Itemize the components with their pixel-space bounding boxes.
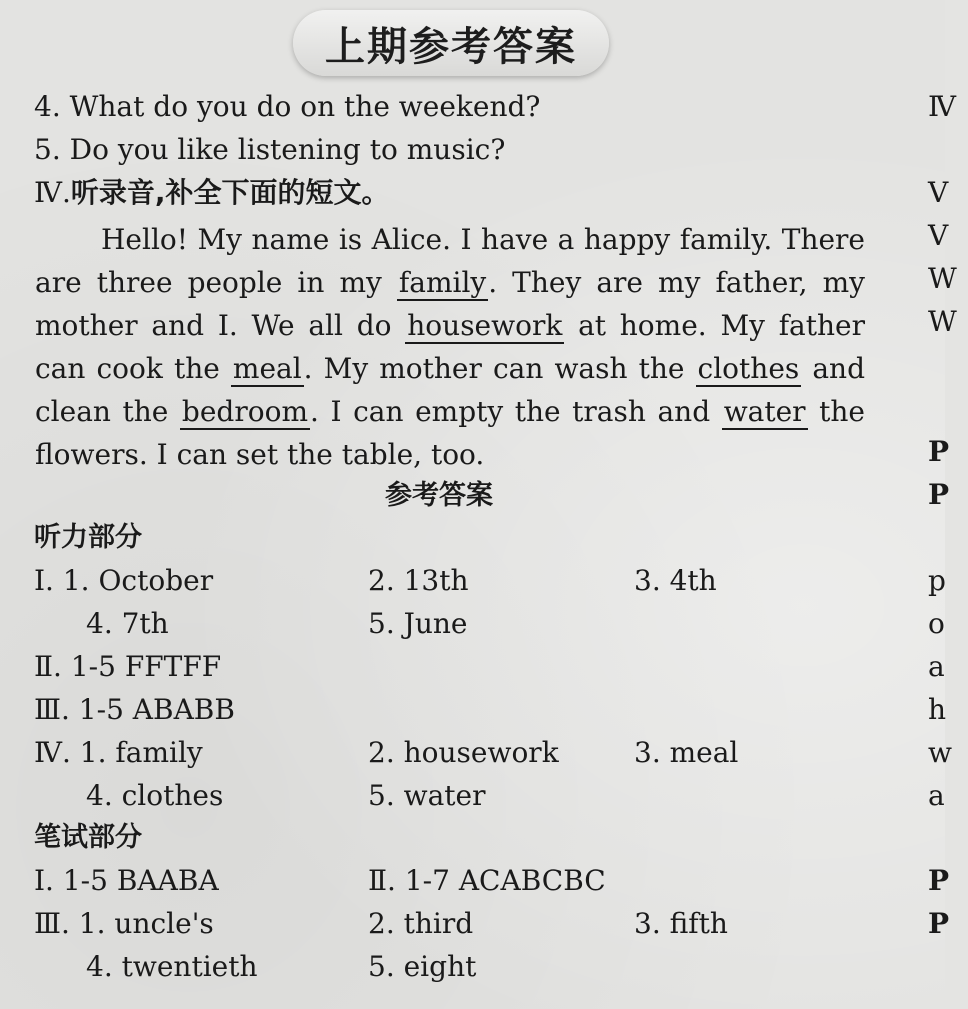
answer-cell: 2. 13th: [368, 564, 469, 597]
passage-text: at home. My father can cook the: [35, 309, 865, 385]
edge-letter: a: [928, 650, 945, 683]
section-iv-heading: [34, 175, 390, 211]
answer-cell: Ⅲ. 1. uncle's: [34, 907, 214, 940]
edge-letter: h: [928, 693, 947, 726]
answer-cell: 5. eight: [368, 950, 477, 983]
edge-letter: W: [928, 262, 957, 295]
answer-cell: 3. meal: [634, 736, 739, 769]
edge-letter: V: [928, 219, 949, 252]
section-iv-instruction: 听录音,补全下面的短文。: [70, 176, 390, 209]
writing-heading: 笔试部分: [34, 822, 142, 853]
title-banner: [293, 10, 609, 76]
edge-letter: P: [928, 864, 950, 897]
passage-text: . My mother can wash the: [303, 352, 696, 385]
passage-text: and clean the: [35, 352, 866, 428]
answer-cell: 3. fifth: [634, 907, 728, 940]
answer-cell: Ⅳ. 1. family: [34, 736, 203, 769]
blank-bedroom: bedroom: [181, 395, 308, 428]
edge-letter: P: [928, 435, 950, 468]
answer-row: [34, 692, 914, 728]
answer-cell: Ⅱ. 1-7 ACABCBC: [368, 864, 606, 897]
listening-heading: 听力部分: [34, 522, 142, 553]
edge-letter: p: [928, 564, 946, 597]
answer-row: [34, 563, 914, 599]
answer-row: [34, 606, 914, 642]
answer-cell: 4. 7th: [86, 607, 169, 640]
page-title: 上期参考答案: [325, 23, 577, 70]
question-4: 4. What do you do on the weekend?: [34, 90, 541, 123]
edge-letter: o: [928, 607, 945, 640]
answer-row: [34, 863, 914, 899]
answer-row: [34, 735, 914, 771]
blank-housework: housework: [407, 309, 563, 342]
answer-row: [34, 778, 914, 814]
passage-text: . They are my father, my mother and I. We all do: [35, 266, 866, 342]
answer-cell: Ⅲ. 1-5 ABABB: [34, 693, 235, 726]
answer-cell: 4. twentieth: [86, 950, 258, 983]
answer-row: [34, 649, 914, 685]
answer-cell: 2. housework: [368, 736, 559, 769]
answer-cell: Ⅰ. 1-5 BAABA: [34, 864, 219, 897]
blank-meal: meal: [232, 352, 302, 385]
edge-letter: W: [928, 305, 957, 338]
question-5: 5. Do you like listening to music?: [34, 133, 506, 166]
answer-cell: 2. third: [368, 907, 474, 940]
answer-row: [34, 906, 914, 942]
answer-cell: Ⅱ. 1-5 FFTFF: [34, 650, 222, 683]
passage-text: . I can empty the trash and: [310, 395, 722, 428]
answer-cell: 5. water: [368, 779, 486, 812]
passage-text: Hello! My name is Alice. I have a happy family. There are three people in my: [35, 223, 865, 299]
answer-row: [34, 949, 914, 985]
edge-letter: w: [928, 736, 952, 769]
edge-letter: Ⅳ: [928, 90, 956, 123]
section-iv-label: Ⅳ.: [34, 176, 71, 209]
answer-cell: 5. June: [368, 607, 468, 640]
answers-title: 参考答案: [385, 480, 493, 511]
blank-water: water: [723, 395, 806, 428]
passage: [35, 218, 865, 476]
edge-letter: V: [928, 176, 949, 209]
answer-cell: Ⅰ. 1. October: [34, 564, 214, 597]
blank-family: family: [398, 266, 487, 299]
passage-text: the flowers. I can set the table, too.: [35, 395, 865, 471]
answer-cell: 3. 4th: [634, 564, 717, 597]
edge-letter: P: [928, 478, 950, 511]
answer-cell: 4. clothes: [86, 779, 224, 812]
blank-clothes: clothes: [697, 352, 800, 385]
edge-letter: P: [928, 907, 950, 940]
edge-letter: a: [928, 779, 945, 812]
